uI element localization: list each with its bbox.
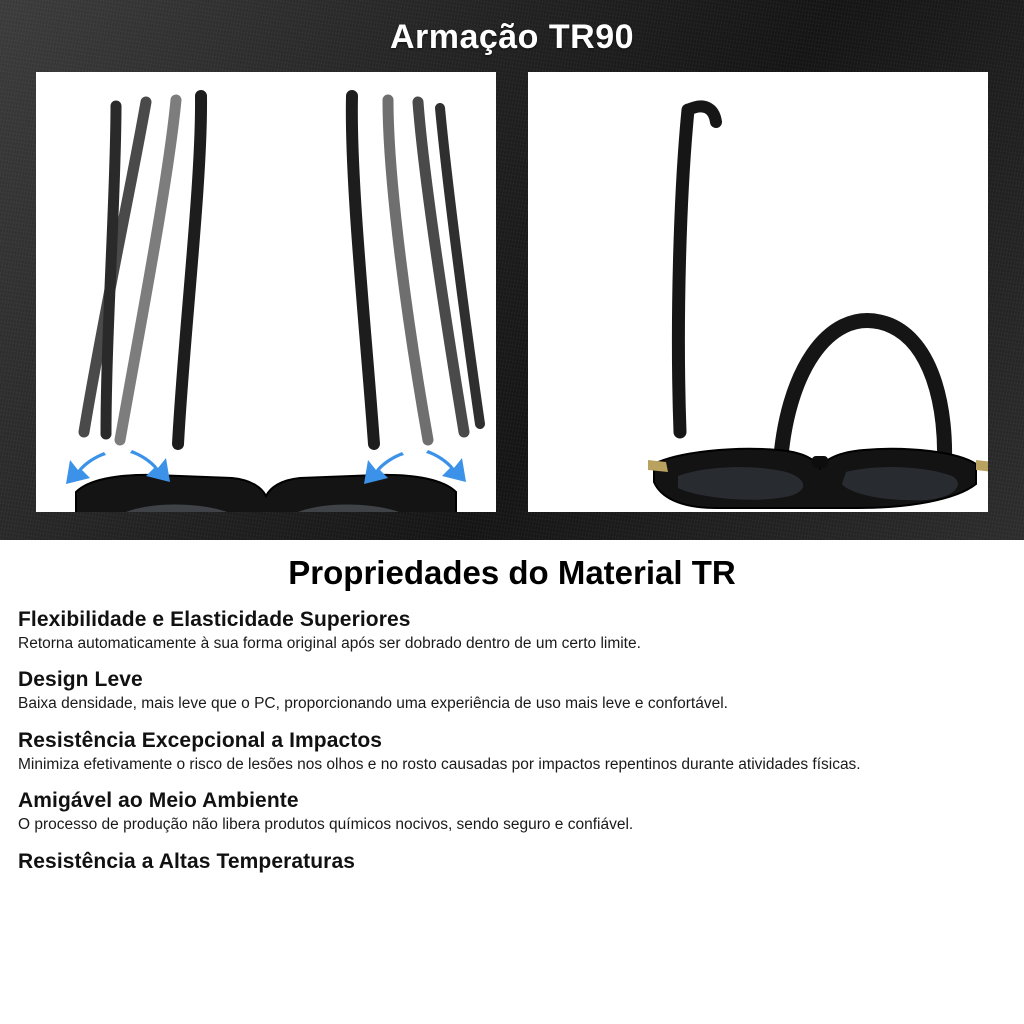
property-body: Baixa densidade, mais leve que o PC, proporcionando uma experiência de uso mais leve e confortável.	[18, 695, 728, 713]
glasses-frame-front-flat	[648, 449, 988, 508]
property-body: O processo de produção não libera produtos químicos nocivos, sendo seguro e confiável.	[18, 816, 634, 834]
property-heading: Resistência a Altas Temperaturas	[18, 849, 356, 873]
property-item	[18, 789, 1006, 835]
property-heading: Flexibilidade e Elasticidade Superiores	[18, 608, 411, 631]
glasses-temple-bend-side-view	[528, 72, 988, 512]
property-heading: Design Leve	[18, 668, 143, 692]
property-item	[18, 608, 1006, 654]
property-item	[18, 729, 1006, 775]
glasses-temples-flex-front-view	[36, 72, 496, 512]
property-item	[18, 850, 1006, 874]
page-title: Armação TR90	[389, 18, 635, 56]
property-heading: Resistência Excepcional a Impactos	[18, 728, 383, 752]
property-body: Retorna automaticamente à sua forma original após ser dobrado dentro de um certo limite.	[18, 635, 641, 652]
properties-panel	[0, 540, 1024, 1024]
property-item	[18, 668, 1006, 714]
properties-title: Propriedades do Material TR	[288, 554, 736, 591]
glasses-front-flex-illustration	[36, 72, 496, 512]
property-heading: Amigável ao Meio Ambiente	[18, 789, 299, 813]
glasses-side-bend-illustration	[528, 72, 988, 512]
property-body: Minimiza efetivamente o risco de lesões nos olhos e no rosto causadas por impactos repentinos durante atividades físicas.	[18, 755, 861, 773]
